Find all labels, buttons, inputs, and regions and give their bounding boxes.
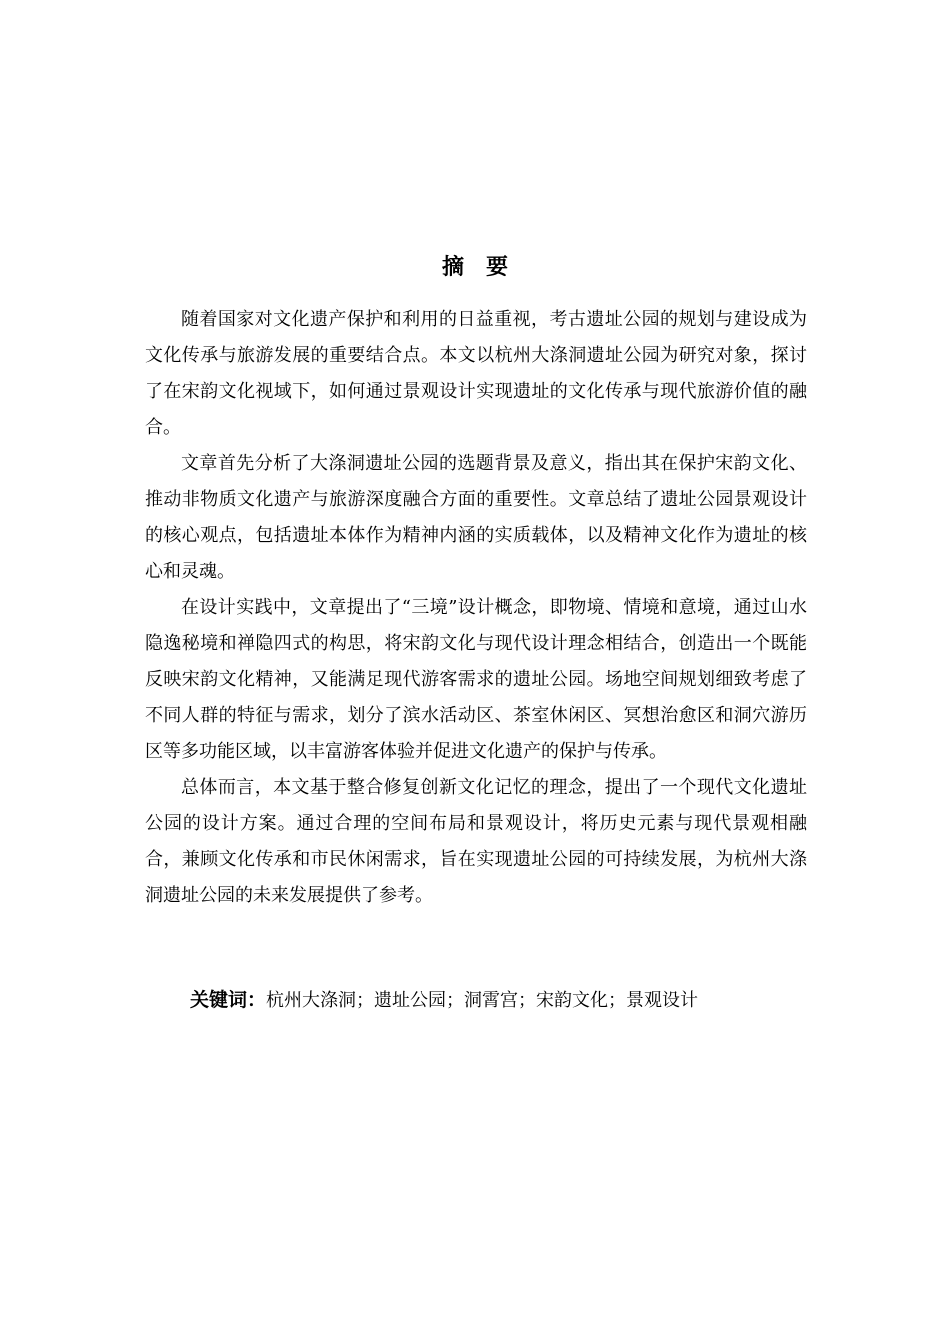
keywords-label: 关键词： xyxy=(190,989,267,1011)
abstract-paragraph-2: 文章首先分析了大涤洞遗址公园的选题背景及意义，指出其在保护宋韵文化、推动非物质文化遗产与旅游深度融合方面的重要性。文章总结了遗址公园景观设计的核心观点，包括遗址本体作为精神内涵的实质载体，以及精神文化作为遗址的核心和灵魂。 xyxy=(145,453,807,582)
abstract-paragraph-4: 总体而言，本文基于整合修复创新文化记忆的理念，提出了一个现代文化遗址公园的设计方案。通过合理的空间布局和景观设计，将历史元素与现代景观相融合，兼顾文化传承和市民休闲需求，旨在实现遗址公园的可持续发展，为杭州大涤洞遗址公园的未来发展提供了参考。 xyxy=(145,777,807,906)
keywords-list: 杭州大涤洞；遗址公园；洞霄宫；宋韵文化；景观设计 xyxy=(266,990,699,1011)
keywords-line xyxy=(190,984,810,1017)
abstract-paragraph-3: 在设计实践中，文章提出了“三境”设计概念，即物境、情境和意境，通过山水隐逸秘境和禅隐四式的构思，将宋韵文化与现代设计理念相结合，创造出一个既能反映宋韵文化精神，又能满足现代游客需求的遗址公园。场地空间规划细致考虑了不同人群的特征与需求，划分了滨水活动区、茶室休闲区、冥想治愈区和洞穴游历区等多功能区域，以丰富游客体验并促进文化遗产的保护与传承。 xyxy=(145,597,807,762)
abstract-paragraph-1: 随着国家对文化遗产保护和利用的日益重视，考古遗址公园的规划与建设成为文化传承与旅游发展的重要结合点。本文以杭州大涤洞遗址公园为研究对象，探讨了在宋韵文化视域下，如何通过景观设计实现遗址的文化传承与现代旅游价值的融合。 xyxy=(145,309,807,438)
abstract-title: 摘要 xyxy=(441,255,530,280)
abstract-body xyxy=(145,302,807,914)
